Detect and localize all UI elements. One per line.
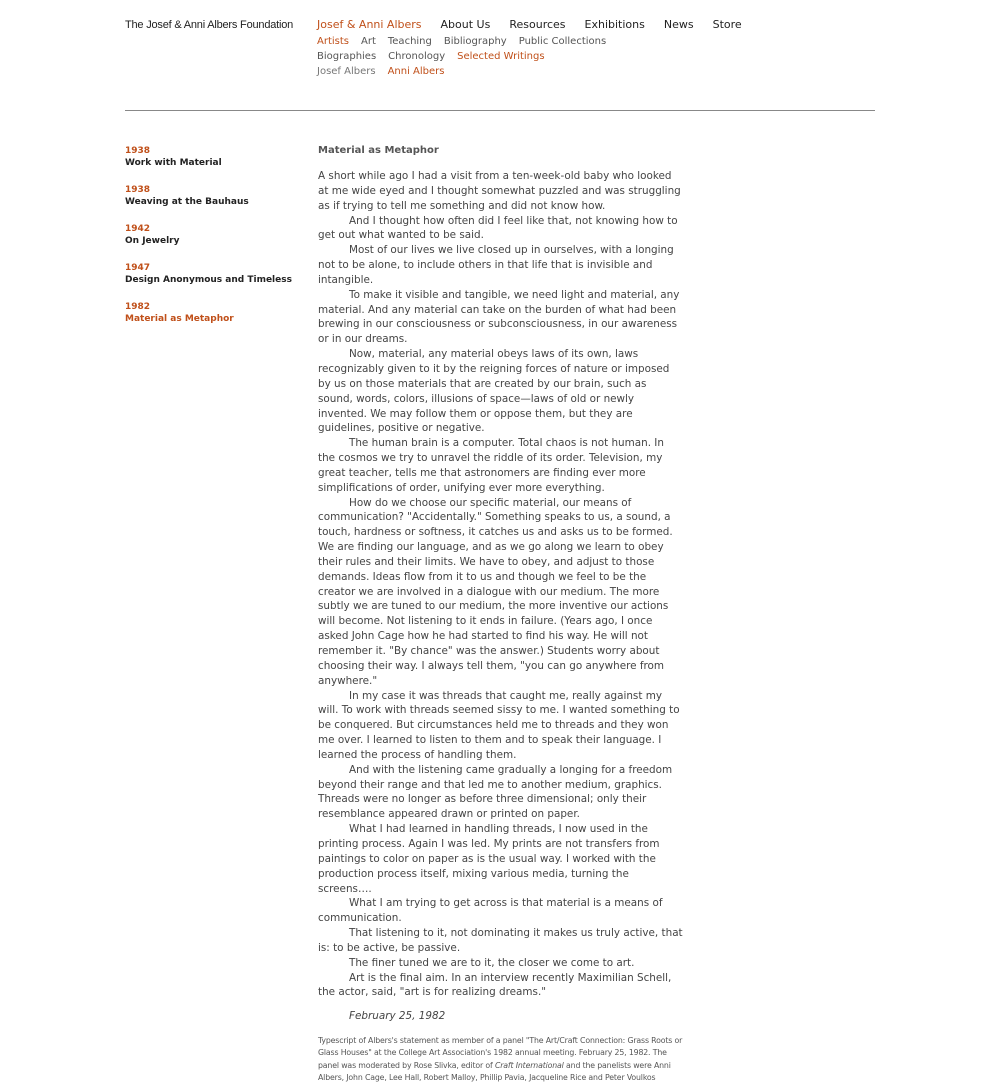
article-paragraph: A short while ago I had a visit from a ten-week-old baby who looked at me wide eyed and I thought somewhat puzzled and was struggling as if trying to tell me something and did not know how.: [318, 170, 681, 212]
article-paragraph: In my case it was threads that caught me, really against my will. To work with threads seemed sissy to me. I wanted something to be conquered. But circumstances held me to threads and they won me over. I learned to listen to them and to speak their language. I learned the process of handling them.: [318, 689, 680, 761]
article-paragraph: To make it visible and tangible, we need light and material, any material. And any material can take on the burden of what had been brewing in our consciousness or subconsciousness, in our awareness or in our dreams.: [318, 288, 680, 346]
nav-about-us[interactable]: About Us: [440, 18, 491, 31]
sidebar-item-title: Design Anonymous and Timeless: [125, 275, 292, 285]
subnav-biographies[interactable]: Biographies: [317, 51, 377, 62]
article-paragraph: Most of our lives we live closed up in ourselves, with a longing not to be alone, to include others in that life that is invisible and intangible.: [318, 244, 674, 286]
article-body: [318, 169, 683, 1000]
sidebar-item-year: 1938: [125, 146, 151, 156]
main-nav: [317, 18, 761, 31]
footnote-publication: Craft International: [494, 1060, 564, 1070]
sidebar-item-title: Material as Metaphor: [125, 314, 234, 324]
sidebar-item-title: Weaving at the Bauhaus: [125, 197, 249, 207]
article-paragraph: And I thought how often did I feel like that, not knowing how to get out what wanted to be said.: [318, 214, 678, 242]
writings-sidebar: [125, 145, 295, 340]
subnav-art[interactable]: Art: [361, 36, 376, 47]
footnote-text: Typescript of Albers's statement as member of a panel "The Art/Craft Connection: Grass Roots or Glass Houses" at the College Art Association's 1982 annual meeting. February 25, 1982. The panel was moderated by Rose Slivka, editor of: [318, 1036, 683, 1070]
subnav-josef-albers[interactable]: Josef Albers: [317, 66, 376, 77]
sidebar-item-on-jewelry[interactable]: [125, 223, 295, 262]
subnav-bibliography[interactable]: Bibliography: [443, 36, 507, 47]
sidebar-item-year: 1982: [125, 302, 151, 312]
nav-josef-anni-albers[interactable]: Josef & Anni Albers: [317, 18, 422, 31]
sidebar-item-year: 1938: [125, 185, 151, 195]
article-paragraph: What I am trying to get across is that material is a means of communication.: [318, 897, 663, 925]
nav-resources[interactable]: Resources: [509, 18, 566, 31]
article-paragraph: The finer tuned we are to it, the closer we come to art.: [349, 956, 635, 969]
nav-exhibitions[interactable]: Exhibitions: [584, 18, 645, 31]
article-paragraph: The human brain is a computer. Total chaos is not human. In the cosmos we try to unravel the riddle of its order. Television, my great teacher, tells me that astronomers are finding ever more simplifications of order, unifying ever more everything.: [318, 437, 664, 494]
header-divider: [125, 110, 875, 111]
sub-sub-nav: [317, 51, 557, 62]
article-paragraph: That listening to it, not dominating it makes us truly active, that is: to be active, be passive.: [318, 927, 683, 954]
site-title-link[interactable]: The Josef & Anni Albers Foundation: [125, 19, 294, 31]
nav-news[interactable]: News: [663, 18, 694, 31]
footnote-text: and the panelists were Anni Albers, John Cage, Lee Hall, Robert Malloy, Phillip Pavia, Jacqueline Rice and Peter Voulkos: [318, 1060, 671, 1082]
article-footnote: [318, 1035, 683, 1084]
sidebar-item-title: Work with Material: [125, 158, 222, 168]
article-paragraph: Now, material, any material obeys laws of its own, laws recognizably given to it by the reigning forces of nature or imposed by us on those materials that are created by our brain, such as sound, words, colors, illusions of space—laws of old or newly invented. We may follow them or oppose them, but they are guidelines, positive or negative.: [318, 348, 670, 435]
subnav-selected-writings[interactable]: Selected Writings: [457, 51, 545, 62]
sidebar-item-weaving-at-the-bauhaus[interactable]: [125, 184, 295, 223]
subnav-chronology[interactable]: Chronology: [388, 51, 446, 62]
sidebar-item-year: 1942: [125, 224, 151, 234]
article: [318, 144, 683, 1084]
sidebar-item-work-with-material[interactable]: [125, 145, 295, 184]
subnav-anni-albers[interactable]: Anni Albers: [387, 66, 445, 77]
article-paragraph: Art is the final aim. In an interview recently Maximilian Schell, the actor, said, "art is for realizing dreams.": [318, 971, 672, 999]
article-title: Material as Metaphor: [318, 145, 439, 156]
sub-nav: [317, 36, 618, 47]
sidebar-item-material-as-metaphor[interactable]: [125, 301, 295, 340]
nav-store[interactable]: Store: [712, 18, 742, 31]
sidebar-item-design-anonymous-and-timeless[interactable]: [125, 262, 295, 301]
subnav-artists[interactable]: Artists: [317, 36, 349, 47]
article-paragraph: What I had learned in handling threads, I now used in the printing process. Again I was led. My prints are not transfers from paintings to color on paper as is the usual way. I worked with the production process itself, mixing various media, turning the screens….: [318, 823, 660, 895]
subnav-public-collections[interactable]: Public Collections: [518, 36, 607, 47]
article-date: February 25, 1982: [349, 1010, 446, 1023]
article-paragraph: How do we choose our specific material, our means of communication? "Accidentally." Something speaks to us, a sound, a touch, hardness or softness, it catches us and asks us to be formed. We are finding our language, and as we go along we learn to obey their rules and their limits. We have to obey, and adjust to those demands. Ideas flow from it to us and though we feel to be the creator we are involved in a dialogue with our medium. The more subtly we are tuned to our medium, the more inventive our actions will become. Not listening to it ends in failure. (Years ago, I once asked John Cage how he had started to find his way. He will not remember it. "By chance" was the answer.) Students worry about choosing their way. I always tell them, "you can go anywhere from anywhere.": [318, 496, 673, 687]
article-paragraph: And with the listening came gradually a longing for a freedom beyond their range and that led me to another medium, graphics. Threads were no longer as before three dimensional; only their resemblance appeared drawn or printed on paper.: [318, 763, 673, 821]
sidebar-item-year: 1947: [125, 263, 151, 273]
subnav-teaching[interactable]: Teaching: [387, 36, 432, 47]
sidebar-item-title: On Jewelry: [125, 236, 180, 246]
artist-nav: [317, 66, 457, 77]
